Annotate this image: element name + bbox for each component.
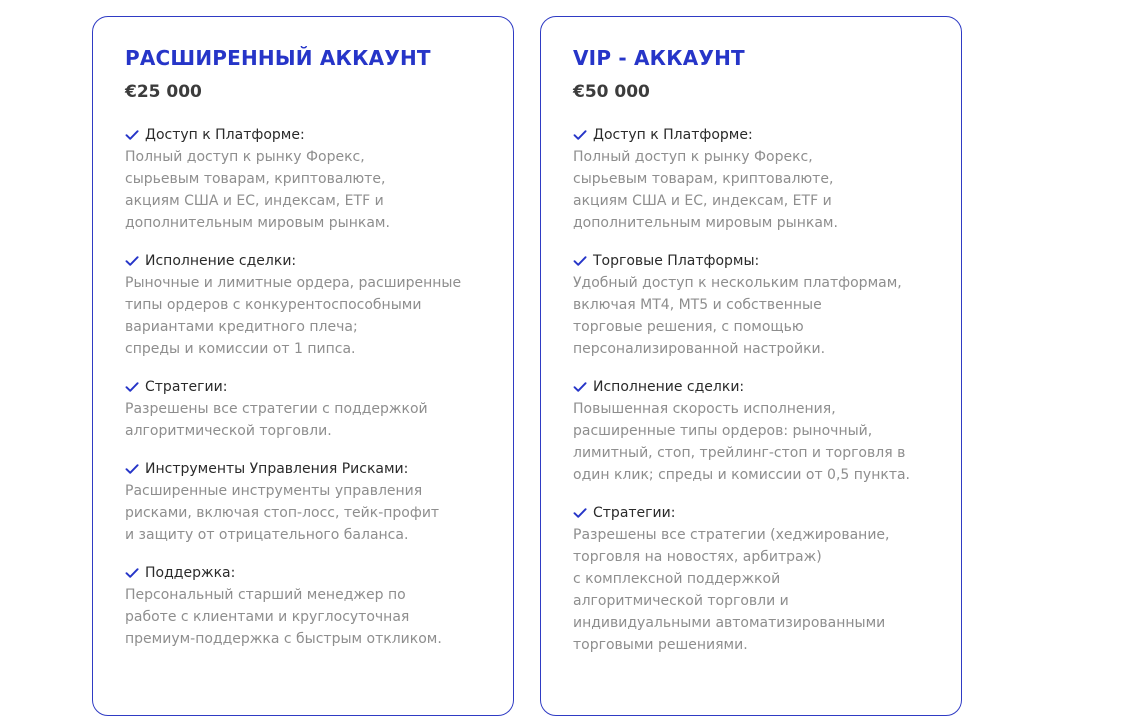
feature-description: Рыночные и лимитные ордера, расширенные типы ордеров с конкурентоспособными вариантами кредитного плеча; спреды и комиссии от 1 пипса.: [125, 275, 462, 357]
account-card-advanced: [92, 16, 514, 716]
check-icon: [573, 254, 587, 268]
feature-item: [125, 376, 481, 442]
feature-description: Разрешены все стратегии с поддержкой алгоритмической торговли.: [125, 401, 428, 439]
feature-item: [125, 124, 481, 234]
feature-head: [573, 376, 929, 398]
feature-title: Стратегии:: [593, 505, 676, 521]
feature-item: [573, 250, 929, 360]
feature-title: Поддержка:: [145, 565, 236, 581]
check-icon: [573, 128, 587, 142]
feature-description: Повышенная скорость исполнения, расширенные типы ордеров: рыночный, лимитный, стоп, трейлинг-стоп и торговля в один клик; спреды и комиссии от 0,5 пункта.: [573, 401, 910, 483]
feature-head: [573, 502, 929, 524]
feature-title: Торговые Платформы:: [593, 253, 760, 269]
feature-title: Доступ к Платформе:: [145, 127, 305, 143]
feature-description: Персональный старший менеджер по работе с клиентами и круглосуточная премиум-поддержка с быстрым откликом.: [125, 587, 442, 647]
feature-item: [573, 124, 929, 234]
feature-title: Инструменты Управления Рисками:: [145, 461, 409, 477]
feature-head: [573, 250, 929, 272]
feature-description: Удобный доступ к нескольким платформам, включая MT4, MT5 и собственные торговые решения, с помощью персонализированной настройки.: [573, 275, 902, 357]
feature-title: Доступ к Платформе:: [593, 127, 753, 143]
card-title: VIP - АККАУНТ: [573, 46, 745, 70]
feature-head: [125, 376, 481, 398]
card-price: €50 000: [573, 82, 650, 102]
feature-title: Исполнение сделки:: [145, 253, 297, 269]
feature-head: [125, 458, 481, 480]
feature-list: [125, 124, 481, 650]
feature-description: Полный доступ к рынку Форекс, сырьевым товарам, криптовалюте, акциям США и ЕС, индексам, ETF и дополнительным мировым рынкам.: [125, 149, 390, 231]
feature-description: Полный доступ к рынку Форекс, сырьевым товарам, криптовалюте, акциям США и ЕС, индексам, ETF и дополнительным мировым рынкам.: [573, 149, 838, 231]
feature-item: [125, 250, 481, 360]
feature-head: [573, 124, 929, 146]
feature-head: [125, 124, 481, 146]
feature-list: [573, 124, 929, 656]
feature-description: Расширенные инструменты управления рисками, включая стоп-лосс, тейк-профит и защиту от отрицательного баланса.: [125, 483, 440, 543]
check-icon: [573, 380, 587, 394]
feature-head: [125, 562, 481, 584]
feature-title: Стратегии:: [145, 379, 228, 395]
account-card-vip: [540, 16, 962, 716]
feature-head: [125, 250, 481, 272]
card-price: €25 000: [125, 82, 202, 102]
check-icon: [125, 566, 139, 580]
feature-description: Разрешены все стратегии (хеджирование, торговля на новостях, арбитраж) с комплексной поддержкой алгоритмической торговли и индивидуальными автоматизированными торговыми решениями.: [573, 527, 890, 653]
feature-item: [125, 562, 481, 650]
feature-item: [573, 376, 929, 486]
card-title: РАСШИРЕННЫЙ АККАУНТ: [125, 46, 431, 70]
check-icon: [125, 380, 139, 394]
check-icon: [125, 254, 139, 268]
feature-item: [125, 458, 481, 546]
check-icon: [125, 128, 139, 142]
feature-item: [573, 502, 929, 656]
feature-title: Исполнение сделки:: [593, 379, 745, 395]
check-icon: [125, 462, 139, 476]
check-icon: [573, 506, 587, 520]
